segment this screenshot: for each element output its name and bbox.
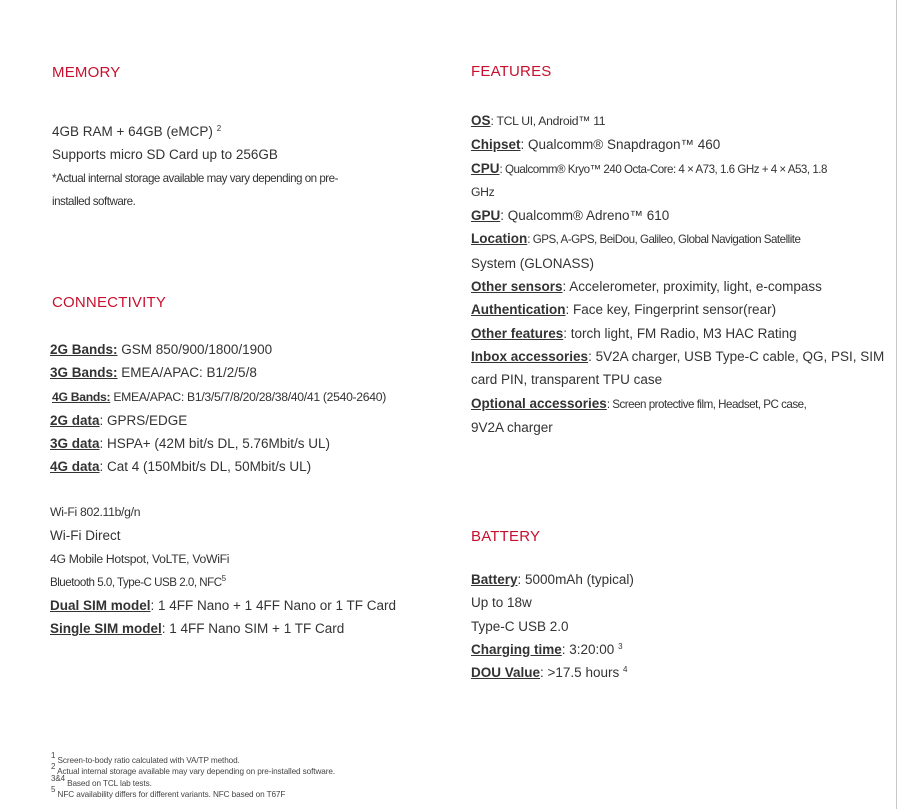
footnote: $^1$ Screen-to-body ratio calculated with VA/TP method. <box>51 751 240 765</box>
feature-location: Location: GPS, A-GPS, BeiDou, Galileo, Global Navigation Satellite <box>471 231 801 247</box>
data-3g: 3G data: HSPA+ (42M bit/s DL, 5.76Mbit/s UL) <box>50 436 330 452</box>
feature-optional: Optional accessories: Screen protective film, Headset, PC case, <box>471 395 807 411</box>
memory-sd: Supports micro SD Card up to 256GB <box>52 147 278 163</box>
band-4g: 4G Bands: EMEA/APAC: B1/3/5/7/8/20/28/38/40/41 (2540-2640) <box>52 389 386 404</box>
data-4g: 4G data: Cat 4 (150Mbit/s DL, 50Mbit/s UL) <box>50 459 312 475</box>
memory-ram: 4GB RAM + 64GB (eMCP) $^2$ <box>52 124 222 139</box>
feature-gpu: GPU: Qualcomm® Adreno™ 610 <box>471 208 670 224</box>
data-2g: 2G data: GPRS/EDGE <box>50 412 188 428</box>
battery-heading: BATTERY <box>471 528 541 545</box>
battery-port: Type-C USB 2.0 <box>471 618 569 634</box>
feature-cpu: CPU: Qualcomm® Kryo™ 240 Octa-Core: 4 × A73, 1.6 GHz + 4 × A53, 1.8 <box>471 160 827 176</box>
memory-note: *Actual internal storage available may vary depending on pre- <box>52 171 338 185</box>
wifi-line: Wi-Fi 802.11b/g/n <box>50 505 141 519</box>
footnote: $^{3\&4}$ Based on TCL lab tests. <box>51 773 152 788</box>
features-section <box>471 109 884 439</box>
battery-charging-power: Up to 18w <box>471 595 532 611</box>
memory-section <box>52 120 338 213</box>
single-sim-line: Single SIM model: 1 4FF Nano SIM + 1 TF Card <box>50 621 345 637</box>
connectivity-bands <box>50 338 386 479</box>
battery-dou: DOU Value: >17.5 hours $^4$ <box>471 665 628 681</box>
feature-cpu-cont: GHz <box>471 184 495 199</box>
battery-capacity: Battery: 5000mAh (typical) <box>471 572 634 587</box>
band-3g: 3G Bands: EMEA/APAC: B1/2/5/8 <box>50 365 257 381</box>
dual-sim-line: Dual SIM model: 1 4FF Nano + 1 4FF Nano or 1 TF Card <box>50 598 396 614</box>
feature-sensors: Other sensors: Accelerometer, proximity, light, e-compass <box>471 279 822 295</box>
feature-inbox: Inbox accessories: 5V2A charger, USB Type-C cable, QG, PSI, SIM <box>471 348 885 364</box>
memory-note-cont: installed software. <box>52 194 136 208</box>
feature-inbox-cont: card PIN, transparent TPU case <box>471 372 663 388</box>
feature-optional-cont: 9V2A charger <box>471 419 553 435</box>
wifi-direct-line: Wi-Fi Direct <box>50 528 121 544</box>
footnotes <box>51 751 335 801</box>
feature-os: OS: TCL UI, Android™ 11 <box>471 113 606 128</box>
features-heading: FEATURES <box>471 63 552 80</box>
hotspot-line: 4G Mobile Hotspot, VoLTE, VoWiFi <box>50 551 230 566</box>
footnote: $^5$ NFC availability differs for different variants. NFC based on T67F <box>51 785 286 800</box>
page-edge-line <box>896 0 897 809</box>
feature-auth: Authentication: Face key, Fingerprint sensor(rear) <box>471 302 777 318</box>
feature-other: Other features: torch light, FM Radio, M3 HAC Rating <box>471 325 797 341</box>
footnote: $^2$ Actual internal storage available may vary depending on pre-installed software. <box>51 762 335 777</box>
memory-heading: MEMORY <box>52 64 121 81</box>
connectivity-heading: CONNECTIVITY <box>52 294 167 311</box>
bluetooth-line: Bluetooth 5.0, Type-C USB 2.0, NFC$^5$ <box>50 573 226 589</box>
battery-charging-time: Charging time: 3:20:00 $^3$ <box>471 641 623 657</box>
battery-section <box>471 568 634 684</box>
feature-location-cont: System (GLONASS) <box>471 255 595 271</box>
band-2g: 2G Bands: GSM 850/900/1800/1900 <box>50 342 273 357</box>
connectivity-wireless <box>50 501 396 641</box>
feature-chipset: Chipset: Qualcomm® Snapdragon™ 460 <box>471 137 721 153</box>
